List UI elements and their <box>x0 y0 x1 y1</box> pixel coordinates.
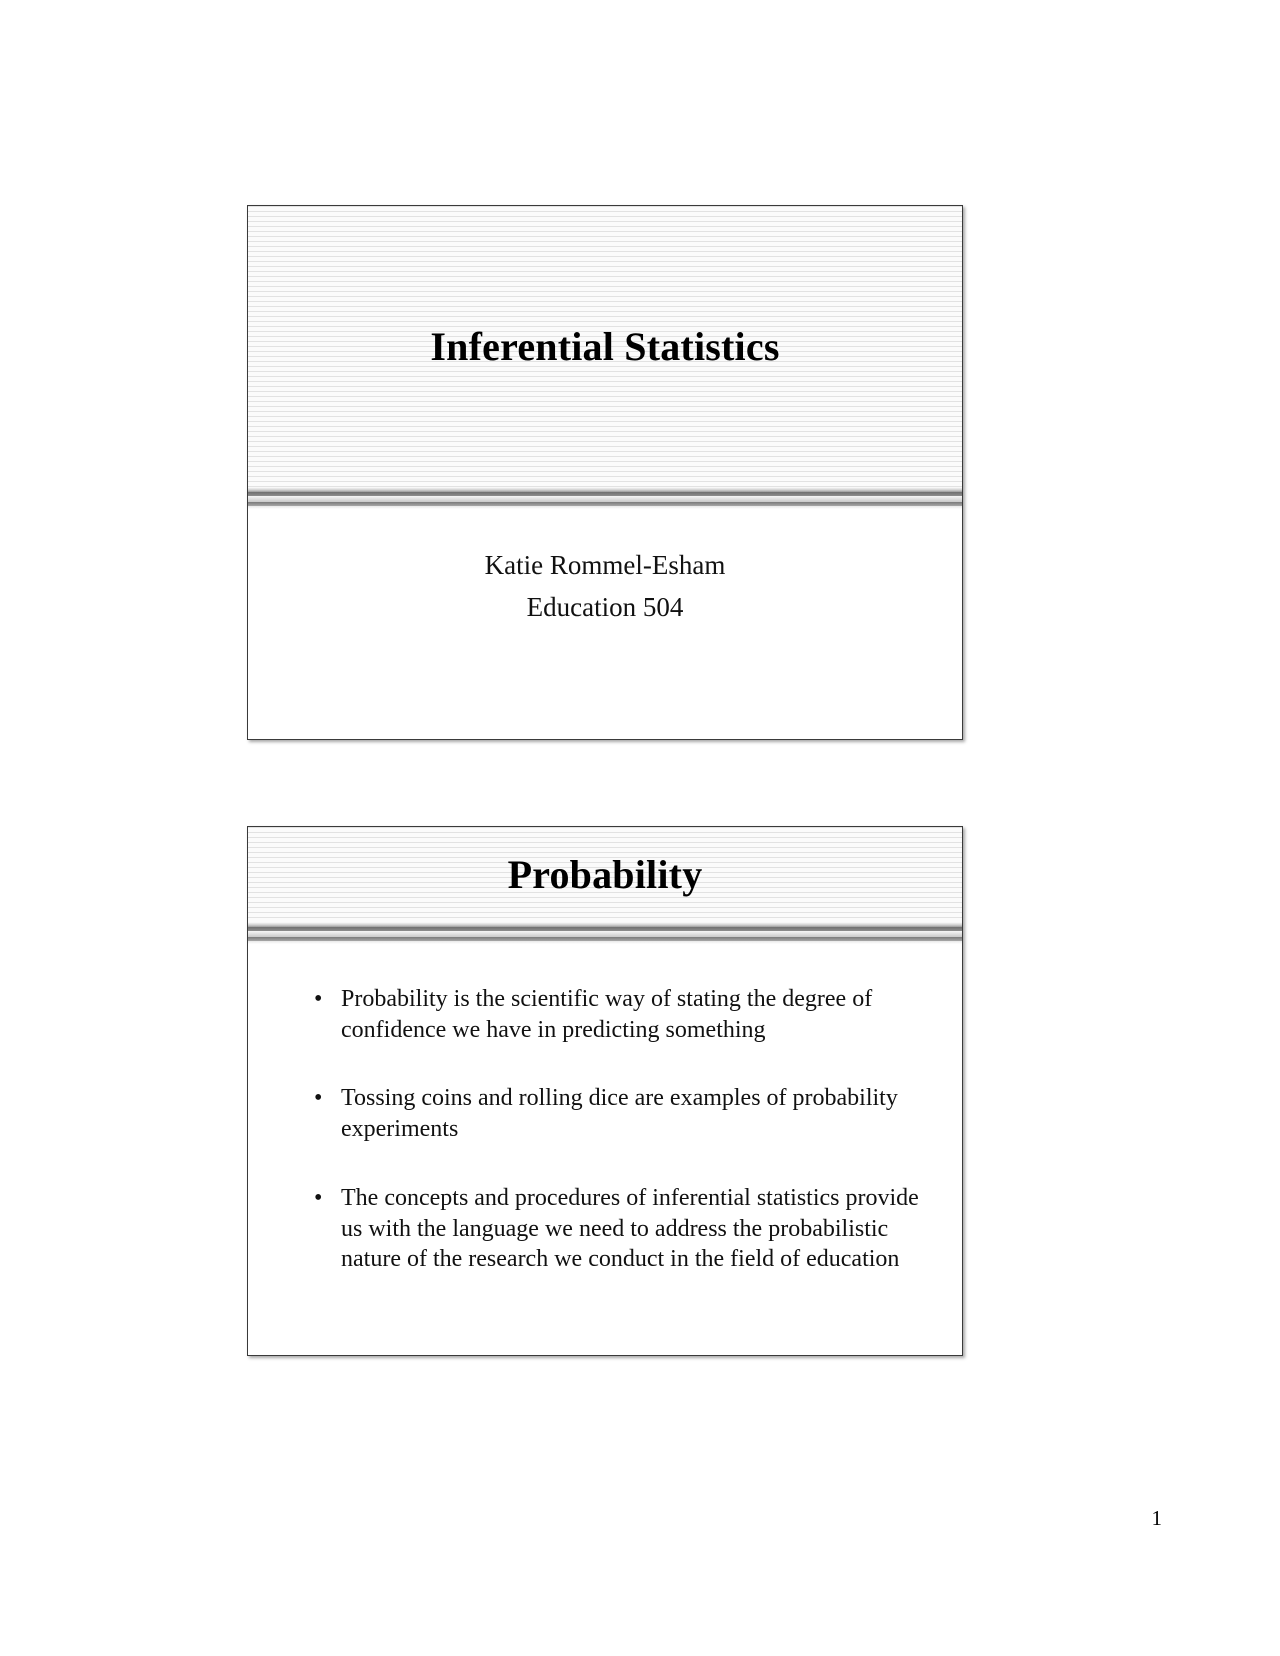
slide-probability <box>247 826 963 1356</box>
slide-1-course: Education 504 <box>526 591 684 622</box>
slide-2-bullet-list <box>308 984 934 1275</box>
slide-1-author: Katie Rommel-Esham <box>484 550 726 580</box>
slide-1-body <box>248 509 962 739</box>
slide-2-title-band <box>248 827 962 922</box>
bullet-text: Tossing coins and rolling dice are examples of probability experiments <box>341 1085 898 1143</box>
bullet-text: Probability is the scientific way of stating the degree of confidence we have in predicting something <box>341 986 873 1043</box>
page-number: 1 <box>1151 1506 1162 1530</box>
slide-1-subtitle-block <box>248 509 962 629</box>
list-item <box>308 1083 934 1144</box>
list-item <box>308 984 934 1045</box>
bullet-point-icon: • <box>314 986 323 1012</box>
slide-2-title: Probability <box>507 851 703 897</box>
slide-2-divider <box>248 922 962 944</box>
slide-1-divider <box>248 487 962 509</box>
bullet-point-icon: • <box>314 1184 323 1211</box>
slide-title-slide <box>247 205 963 740</box>
slide-1-title-band <box>248 206 962 487</box>
slide-1-title: Inferential Statistics <box>430 323 780 369</box>
list-item <box>308 1183 934 1275</box>
bullet-point-icon: • <box>314 1085 323 1112</box>
bullet-text: The concepts and procedures of inferential statistics provide us with the language we need to address the probabilistic nature of the research we conduct in the field of education <box>341 1184 919 1273</box>
slide-2-body <box>248 944 962 1355</box>
